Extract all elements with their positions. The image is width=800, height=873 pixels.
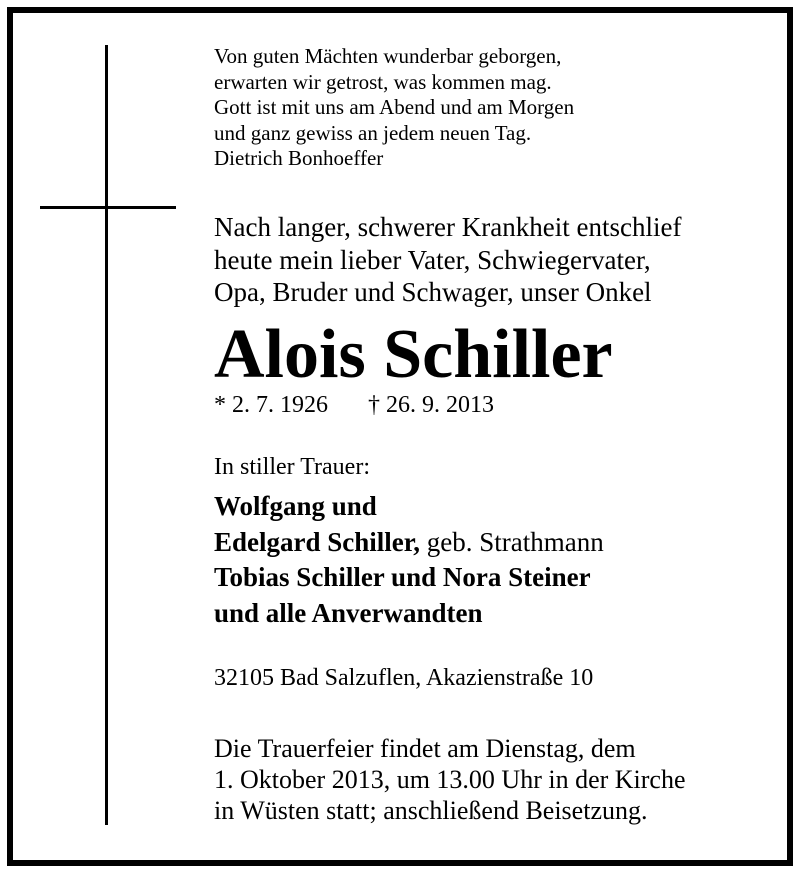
- funeral-line: in Wüsten statt; anschließend Beisetzung.: [214, 796, 648, 825]
- quote-author: Dietrich Bonhoeffer: [214, 146, 384, 170]
- bonhoeffer-quote: [214, 44, 574, 172]
- life-dates: [214, 390, 494, 420]
- quote-line: Gott ist mit uns am Abend und am Morgen: [214, 95, 575, 119]
- family-address: 32105 Bad Salzuflen, Akazienstraße 10: [214, 665, 594, 691]
- quote-line: Von guten Mächten wunderbar geborgen,: [214, 44, 562, 68]
- death-announcement: [214, 211, 681, 309]
- quote-line: und ganz gewiss an jedem neuen Tag.: [214, 120, 532, 145]
- mourning-label: In stiller Trauer:: [214, 454, 370, 480]
- mourner-name: Edelgard Schiller,: [214, 526, 421, 557]
- mourner-line: Tobias Schiller und Nora Steiner: [214, 562, 591, 592]
- cross-horizontal-bar: [40, 206, 176, 209]
- mourner-line: Wolfgang und: [214, 491, 377, 521]
- funeral-line: 1. Oktober 2013, um 13.00 Uhr in der Kirche: [214, 765, 686, 794]
- maiden-name: geb. Strathmann: [420, 526, 604, 557]
- announcement-line: Opa, Bruder und Schwager, unser Onkel: [214, 277, 652, 307]
- quote-line: erwarten wir getrost, was kommen mag.: [214, 69, 552, 94]
- mourner-line: und alle Anverwandten: [214, 597, 483, 628]
- funeral-info: [214, 733, 686, 826]
- death-date: † 26. 9. 2013: [368, 392, 494, 418]
- announcement-line: Nach langer, schwerer Krankheit entschlief: [214, 212, 682, 242]
- mourners-list: [214, 489, 604, 631]
- funeral-line: Die Trauerfeier findet am Dienstag, dem: [214, 734, 636, 763]
- announcement-line: heute mein lieber Vater, Schwiegervater,: [214, 244, 651, 275]
- deceased-name: Alois Schiller: [214, 316, 613, 393]
- cross-vertical-bar: [105, 45, 108, 825]
- birth-date: * 2. 7. 1926: [214, 392, 328, 418]
